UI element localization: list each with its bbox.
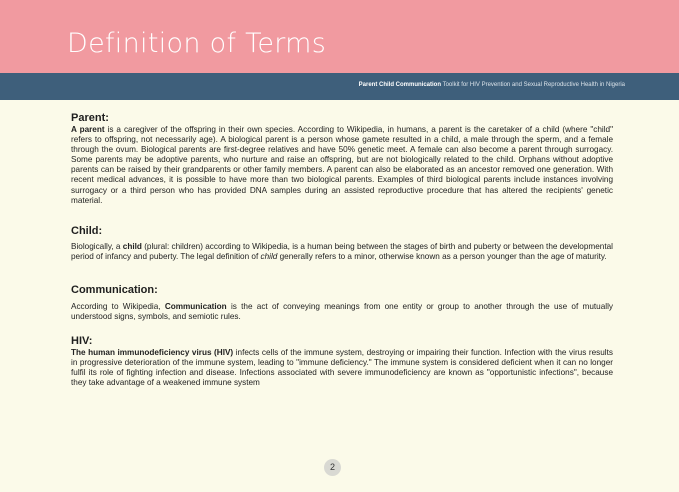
term-communication: Communication [164, 301, 227, 311]
section-heading-child: Child: [71, 224, 103, 237]
definition-hiv: infects cells of the immune system, destroying or impairing their function. Infection with the virus results in progressive deterioration of the immune system, leading to "immune deficiency." The immune system is considered deficient when it can no longer fulfil its role of fighting infection and disease. Infections associated with severe immunodeficiency are known as "opportunistic infections", because they take advantage of a weakened immune system [71, 348, 613, 388]
subtitle-band [0, 73, 679, 100]
section-body-hiv [71, 348, 613, 388]
definition-child-post: generally refers to a minor, otherwise known as a person younger than the age of maturity. [277, 251, 607, 261]
main-content [71, 112, 613, 389]
section-body-parent [71, 125, 613, 206]
definition-communication-post: is the act of conveying meanings from one entity or group to another through the use of mutually understood signs, symbols, and semiotic rules. [71, 301, 614, 322]
section-heading-parent: Parent: [71, 112, 109, 124]
section-parent [71, 112, 613, 206]
section-body-communication [71, 302, 613, 322]
term-hiv: The human immunodeficiency virus (HIV) [71, 348, 234, 358]
section-hiv [71, 335, 613, 388]
section-heading-communication: Communication: [71, 283, 158, 296]
definition-child-pre: Biologically, a [71, 241, 123, 251]
toolkit-description: Toolkit for HIV Prevention and Sexual Reproductive Health in Nigeria [442, 82, 625, 88]
section-communication [71, 284, 613, 322]
term-child-italic: child [260, 251, 278, 261]
definition-communication-pre: According to Wikipedia, [71, 301, 165, 311]
page-title: Definition of Terms [67, 28, 327, 59]
term-parent: A parent [71, 125, 105, 134]
definition-parent: is a caregiver of the offspring in their own species. According to Wikipedia, in humans, a parent is the caretaker of a child (where "child" refers to offspring, not necessarily age). A biological parent is a person whose gamete resulted in a child, a male through the sperm, and a female through the ovum. Biological parents are first-degree relatives and have 50% genetic meet. A female can also become a parent through surrogacy. Some parents may be adoptive parents, who nurture and raise an offspring, but are not biologically related to the child. Orphans without adoptive parents can be raised by their grandparents or other family members. A parent can also be elaborated as an ancestor removed one generation. With recent medical advances, it is possible to have more than two biological parents. Examples of third biological parents include instances involving surrogacy or a third person who has provided DNA samples during an assisted reproductive procedure that has altered the recipients' genetic material. [71, 125, 613, 205]
page-header [0, 0, 679, 73]
toolkit-name: Parent Child Communication [358, 82, 441, 88]
page-number: 2 [324, 459, 341, 476]
section-child [71, 225, 613, 262]
section-body-child [71, 242, 613, 262]
definition-child-mid: (plural: children) according to Wikipedia, is a human being between the stages of birth and puberty or between the developmental period of infancy and puberty. The legal definition of [71, 241, 613, 261]
section-heading-hiv: HIV: [71, 335, 93, 348]
toolkit-caption [359, 82, 625, 88]
term-child: child [122, 241, 142, 251]
